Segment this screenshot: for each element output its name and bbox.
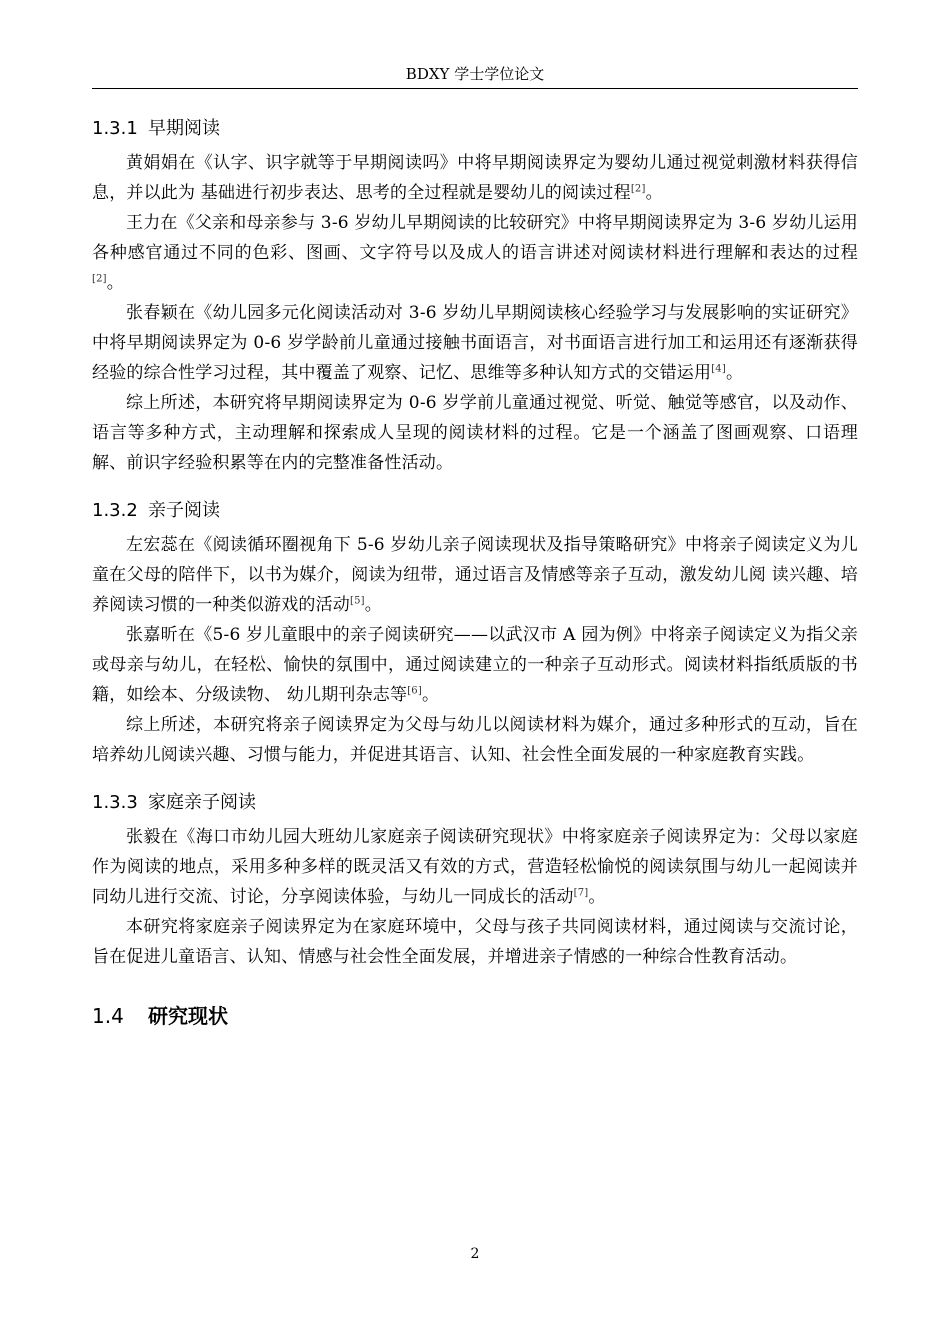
paragraph-text: 张春颖在《幼儿园多元化阅读活动对 3-6 岁幼儿早期阅读核心经验学习与发展影响的实证研究》中将早期阅读界定为 0-6 岁学龄前儿童通过接触书面语言，对书面语言进行加工和运用还有逐渐获得经验的综合性学习过程，其中覆盖了观察、记忆、思维等多种认知方式的交错运用 [92,303,858,383]
page-number: 2 [470,1246,480,1262]
paragraph [92,530,858,620]
page-body [92,112,858,1034]
paragraph [92,298,858,388]
paragraph-text: 王力在《父亲和母亲参与 3-6 岁幼儿早期阅读的比较研究》中将早期阅读界定为 3-6 岁幼儿运用各种感官通过不同的色彩、图画、文字符号以及成人的语言讲述对阅读材料进行理解和表达的过程 [92,213,858,263]
section-heading-1-4 [92,998,858,1034]
section-number: 1.4 [92,1004,124,1028]
section-title: 亲子阅读 [148,500,220,521]
section-number: 1.3.2 [92,500,138,521]
paragraph-text: 综上所述，本研究将亲子阅读界定为父母与幼儿以阅读材料为媒介，通过多种形式的互动，旨在培养幼儿阅读兴趣、习惯与能力，并促进其语言、认知、社会性全面发展的一种家庭教育实践。 [92,715,858,765]
citation: [7] [573,887,589,899]
paragraph-end: 。 [645,183,663,203]
header-title: BDXY 学士学位论文 [405,65,545,83]
section-heading-1-3-2 [92,494,858,528]
section-title: 家庭亲子阅读 [148,792,256,813]
paragraph [92,620,858,710]
paragraph-text: 张毅在《海口市幼儿园大班幼儿家庭亲子阅读研究现状》中将家庭亲子阅读界定为：父母以家庭作为阅读的地点，采用多种多样的既灵活又有效的方式，营造轻松愉悦的阅读氛围与幼儿一起阅读并同幼儿进行交流、讨论，分享阅读体验，与幼儿一同成长的活动 [92,827,858,907]
paragraph [92,912,858,972]
paragraph-end: 。 [725,363,744,383]
paragraph-end: 。 [421,685,440,705]
citation: [6] [407,685,422,697]
paragraph [92,148,858,208]
paragraph [92,388,858,478]
paragraph-end: 。 [588,887,606,907]
paragraph-text: 左宏蕊在《阅读循环圈视角下 5-6 岁幼儿亲子阅读现状及指导策略研究》中将亲子阅读定义为儿童在父母的陪伴下，以书为媒介，阅读为纽带，通过语言及情感等亲子互动，激发幼儿阅 读兴趣、培养阅读习惯的一种类似游戏的活动 [92,535,858,615]
paragraph-end: 。 [364,595,382,615]
paragraph-end: 。 [106,273,124,293]
citation: [5] [350,595,365,607]
citation: [4] [711,363,726,375]
section-number: 1.3.3 [92,792,138,813]
section-title: 早期阅读 [148,118,220,139]
paragraph-text: 黄娟娟在《认字、识字就等于早期阅读吗》中将早期阅读界定为婴幼儿通过视觉刺激材料获得信息，并以此为 基础进行初步表达、思考的全过程就是婴幼儿的阅读过程 [92,153,858,203]
section-number: 1.3.1 [92,118,138,139]
page-header [92,62,858,89]
section-title: 研究现状 [148,1004,228,1028]
paragraph [92,822,858,912]
paragraph-text: 本研究将家庭亲子阅读界定为在家庭环境中，父母与孩子共同阅读材料，通过阅读与交流讨论，旨在促进儿童语言、认知、情感与社会性全面发展，并增进亲子情感的一种综合性教育活动。 [92,917,858,967]
section-heading-1-3-1 [92,112,858,146]
paragraph [92,710,858,770]
citation: [2] [630,183,646,195]
citation: [2] [92,273,107,285]
paragraph-text: 张嘉昕在《5-6 岁儿童眼中的亲子阅读研究——以武汉市 A 园为例》中将亲子阅读定义为指父亲或母亲与幼儿，在轻松、愉快的氛围中，通过阅读建立的一种亲子互动形式。阅读材料指纸质版的书籍，如绘本、分级读物、 幼儿期刊杂志等 [92,625,858,705]
paragraph [92,208,858,298]
paragraph-text: 综上所述，本研究将早期阅读界定为 0-6 岁学前儿童通过视觉、听觉、触觉等感官，以及动作、语言等多种方式，主动理解和探索成人呈现的阅读材料的过程。它是一个涵盖了图画观察、口语理解、前识字经验积累等在内的完整准备性活动。 [92,393,858,473]
section-heading-1-3-3 [92,786,858,820]
